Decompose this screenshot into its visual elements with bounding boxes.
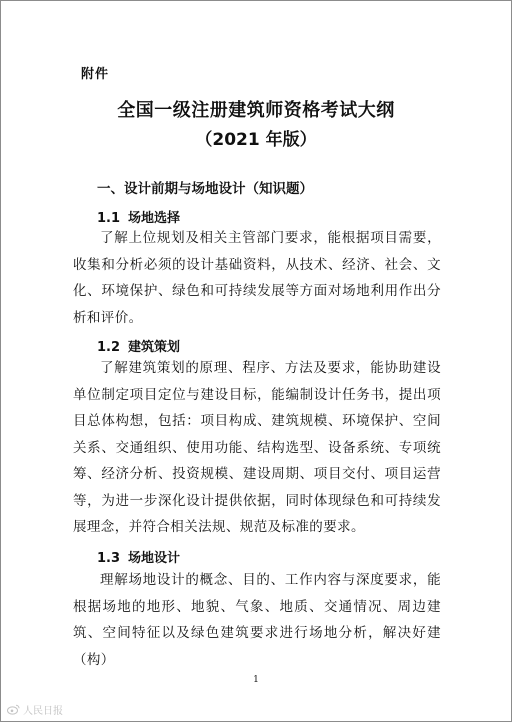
section-heading: 一、设计前期与场地设计（知识题）: [97, 181, 313, 197]
watermark: [7, 702, 63, 717]
subsection-title: 场地设计: [128, 551, 181, 566]
document-subtitle: （2021 年版）: [195, 130, 317, 150]
subsection-heading-site-design: [97, 547, 180, 566]
watermark-text: 人民日报: [23, 706, 63, 717]
document-title: 全国一级注册建筑师资格考试大纲: [117, 100, 395, 121]
subsection-number: 1.2: [97, 340, 121, 355]
paragraph-architectural-programming: 了解建筑策划的原理、程序、方法及要求，能协助建设单位制定项目定位与建设目标，能编制设计任务书，提出项目总体构想，包括：项目构成、建筑规模、环境保护、空间关系、交通组织、使用功能、结构选型、设备系统、专项统筹、经济分析、投资规模、建设周期、项目交付、项目运营等，为进一步深化设计提供依据，同时体现绿色和可持续发展理念，并符合相关法规、规范及标准的要求。: [73, 360, 441, 535]
weibo-logo-icon: [7, 704, 20, 715]
paragraph-site-design: 理解场地设计的概念、目的、工作内容与深度要求，能根据场地的地形、地貌、气象、地质、交通情况、周边建筑、空间特征以及绿色建筑要求进行场地分析，解决好建（构）: [73, 572, 441, 668]
subsection-title: 场地选择: [128, 211, 181, 226]
attachment-label: 附件: [81, 67, 110, 82]
paragraph-site-selection: 了解上位规划及相关主管部门要求，能根据项目需要，收集和分析必须的设计基础资料，从技术、经济、社会、文化、环境保护、绿色和可持续发展等方面对场地利用作出分析和评价。: [73, 230, 441, 326]
subsection-number: 1.1: [97, 211, 121, 226]
page-number: 1: [253, 675, 259, 685]
subsection-number: 1.3: [97, 551, 121, 566]
subsection-heading-site-selection: [97, 207, 180, 226]
subsection-title: 建筑策划: [128, 340, 181, 355]
subsection-heading-architectural-programming: [97, 336, 180, 355]
